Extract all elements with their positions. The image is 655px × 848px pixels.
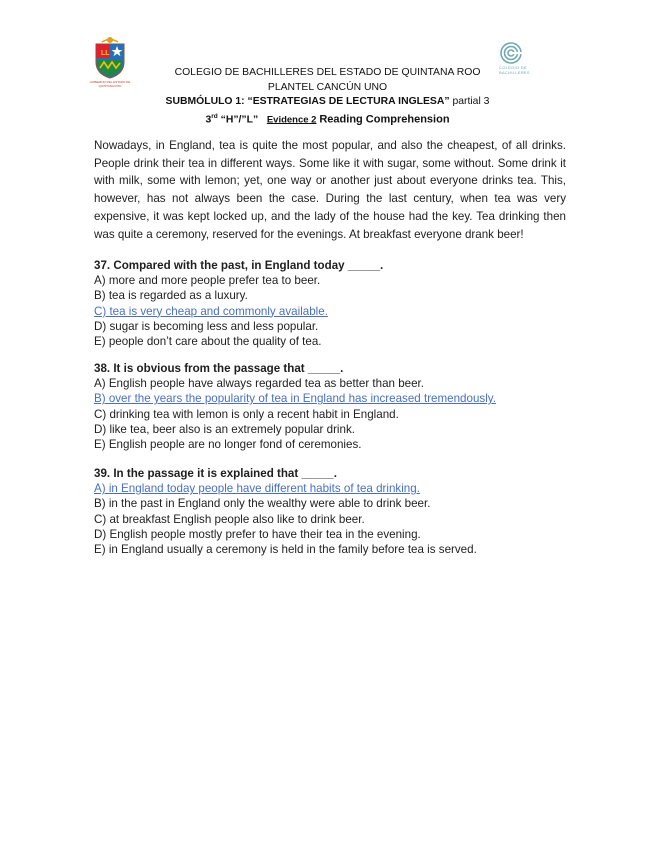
option-d: D) like tea, beer also is an extremely popular drink. — [94, 422, 355, 436]
option-b-selected-answer: B) over the years the popularity of tea in England has increased tremendously. — [94, 392, 496, 406]
left-logo-caption: GOBIERNO DEL ESTADO DE QUINTANA ROO — [89, 80, 131, 88]
option-a-selected-answer: A) in England today people have different habits of tea drinking. — [94, 482, 420, 496]
partial-label: partial 3 — [452, 96, 490, 107]
question-39 — [94, 466, 574, 557]
option-e: E) in England usually a ceremony is held in the family before tea is served. — [94, 543, 477, 557]
question-stem: 38. It is obvious from the passage that _____. — [94, 362, 344, 375]
option-c: C) at breakfast English people also like to drink beer. — [94, 512, 365, 526]
question-stem: 39. In the passage it is explained that _____. — [94, 467, 337, 480]
option-a: A) English people have always regarded tea as better than beer. — [94, 377, 424, 391]
campus-name: PLANTEL CANCÚN UNO — [267, 81, 388, 93]
quintana-roo-coat-of-arms-logo — [92, 36, 128, 80]
question-37 — [94, 258, 574, 349]
reading-passage: Nowadays, in England, tea is quite the most popular, and also the cheapest, of all drinks. People drink their tea in different ways. Some like it with sugar, some without. Some drink it with milk, some with lemon; yet, one way or another just about everyone drinks tea. This, however, has not always been the case. During the last century, when tea was very expensive, it was kept locked up, and the lady of the house had the key. Tea drinking then was quite a ceremony, reserved for the evenings. At breakfast everyone drank beer! — [94, 139, 566, 241]
right-logo-caption: COLEGIO DE BACHILLERES — [499, 65, 530, 75]
option-b: B) in the past in England only the wealthy were able to drink beer. — [94, 497, 431, 511]
colegio-de-bachilleres-logo — [497, 41, 525, 65]
option-d: D) English people mostly prefer to have their tea in the evening. — [94, 527, 421, 541]
option-c-selected-answer: C) tea is very cheap and commonly available. — [94, 304, 328, 318]
submodule-title — [140, 95, 515, 110]
groups-label: “H”/”L” — [220, 113, 259, 125]
question-38 — [94, 361, 574, 452]
option-a: A) more and more people prefer tea to beer. — [94, 274, 321, 288]
question-stem: 37. Compared with the past, in England today _____. — [94, 259, 384, 272]
submodule-name: SUBMÓLULO 1: “ESTRATEGIAS DE LECTURA INGLESA” — [165, 96, 450, 107]
evidence-line — [140, 110, 515, 128]
grade-number: 3 — [205, 113, 212, 125]
option-c: C) drinking tea with lemon is only a recent habit in England. — [94, 407, 399, 421]
option-b: B) tea is regarded as a luxury. — [94, 289, 248, 303]
option-e: E) people don’t care about the quality of tea. — [94, 335, 322, 349]
institution-name: COLEGIO DE BACHILLERES DEL ESTADO DE QUINTANA ROO — [174, 67, 481, 78]
evidence-label: Evidence 2 — [266, 113, 317, 125]
svg-text:LL: LL — [101, 50, 110, 57]
page-title: Reading Comprehension — [319, 112, 450, 125]
option-e: E) English people are no longer fond of ceremonies. — [94, 438, 362, 452]
grade-ordinal: rd — [211, 112, 218, 120]
document-header — [140, 66, 515, 127]
option-d: D) sugar is becoming less and less popular. — [94, 319, 319, 333]
